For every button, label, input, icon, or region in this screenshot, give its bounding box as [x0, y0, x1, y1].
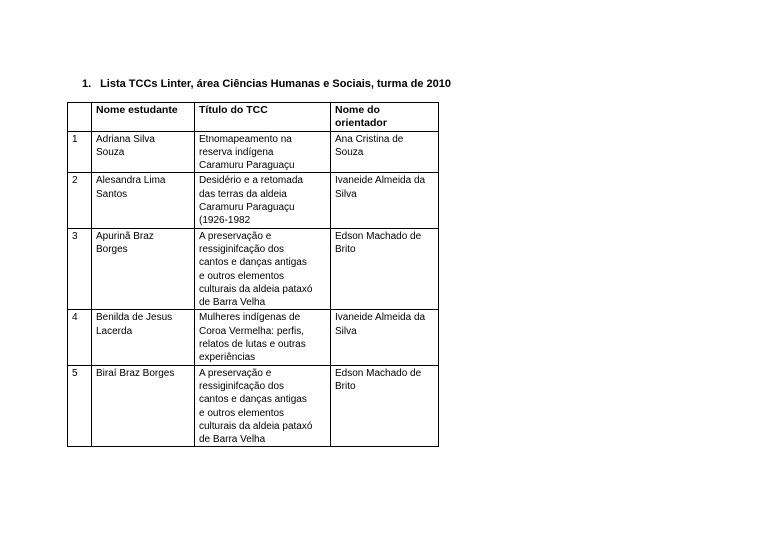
header-index: [68, 103, 92, 132]
document-heading: [82, 78, 451, 90]
row-number: 2: [68, 173, 92, 228]
student-name: Benilda de Jesus Lacerda: [92, 310, 195, 365]
table-row: [68, 173, 439, 228]
student-name: Alesandra Lima Santos: [92, 173, 195, 228]
header-advisor-name: Nome do orientador: [331, 103, 439, 132]
header-tcc-title: Título do TCC: [195, 103, 331, 132]
tcc-title: Mulheres indígenas de Coroa Vermelha: perfis, relatos de lutas e outras experiências: [195, 310, 331, 365]
row-number: 4: [68, 310, 92, 365]
heading-number: 1.: [82, 78, 92, 90]
row-number: 3: [68, 228, 92, 310]
table-header-row: [68, 103, 439, 132]
advisor-name: Edson Machado de Brito: [331, 365, 439, 447]
tcc-title: A preservação e ressiginifcação dos cantos e danças antigas e outros elementos culturais da aldeia pataxó de Barra Velha: [195, 365, 331, 447]
heading-text: Lista TCCs Linter, área Ciências Humanas e Sociais, turma de 2010: [100, 78, 451, 90]
tcc-title: Etnomapeamento na reserva indígena Caramuru Paraguaçu: [195, 131, 331, 173]
row-number: 1: [68, 131, 92, 173]
row-number: 5: [68, 365, 92, 447]
tcc-title: A preservação e ressiginifcação dos cantos e danças antigas e outros elementos culturais da aldeia pataxó de Barra Velha: [195, 228, 331, 310]
student-name: Adriana Silva Souza: [92, 131, 195, 173]
header-student-name: Nome estudante: [92, 103, 195, 132]
student-name: Biraí Braz Borges: [92, 365, 195, 447]
table-row: [68, 131, 439, 173]
advisor-name: Ivaneide Almeida da Silva: [331, 310, 439, 365]
student-name: Apurinã Braz Borges: [92, 228, 195, 310]
table-row: [68, 365, 439, 447]
advisor-name: Edson Machado de Brito: [331, 228, 439, 310]
table-row: [68, 228, 439, 310]
advisor-name: Ivaneide Almeida da Silva: [331, 173, 439, 228]
advisor-name: Ana Cristina de Souza: [331, 131, 439, 173]
tcc-title: Desidério e a retomada das terras da aldeia Caramuru Paraguaçu (1926-1982: [195, 173, 331, 228]
tcc-table: [67, 102, 439, 447]
table-row: [68, 310, 439, 365]
